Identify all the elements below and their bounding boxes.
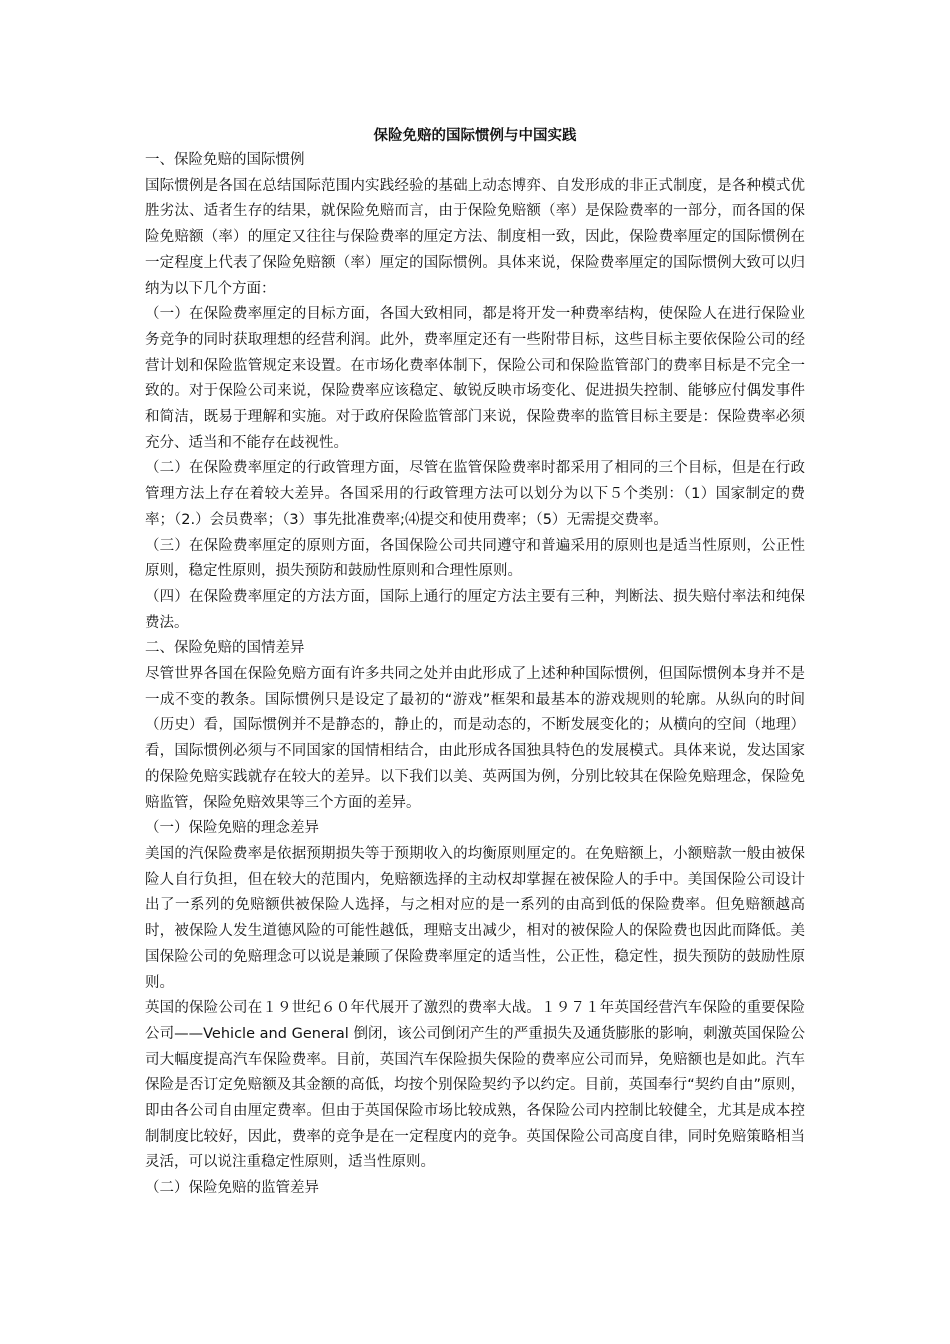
subsection-heading: （二）保险免赔的监管差异: [145, 1180, 319, 1197]
paragraph: （四）在保险费率厘定的方法方面，国际上通行的厘定方法主要有三种，判断法、损失赔付率法和纯保费法。: [145, 588, 805, 631]
document-title: 保险免赔的国际惯例与中国实践: [373, 128, 577, 144]
paragraph: 英国的保险公司在１９世纪６０年代展开了激烈的费率大战。１９７１年英国经营汽车保险的重要保险公司——Vehicle and General 倒闭，该公司倒闭产生的严重损失及通货膨胀的影响，刺激英国保险公司大幅度提高汽车保险费率。目前，英国汽车保险损失保险的费率应公司而异，免赔额也是如此。汽车保险是否订定免赔额及其金额的高低，均按个别保险契约予以约定。目前，英国奉行“契约自由”原则，即由各公司自由厘定费率。但由于英国保险市场比较成熟，各保险公司内控制比较健全，尤其是成本控制制度比较好，因此，费率的竞争是在一定程度内的竞争。英国保险公司高度自律，同时免赔策略相当灵活，可以说注重稳定性原则，适当性原则。: [145, 1000, 805, 1171]
paragraph: （二）在保险费率厘定的行政管理方面，尽管在监管保险费率时都采用了相同的三个目标，但是在行政管理方法上存在着较大差异。各国采用的行政管理方法可以划分为以下５个类别：（1）国家制定的费率；（2.）会员费率；（3）事先批准费率;⑷提交和使用费率；（5）无需提交费率。: [145, 460, 805, 528]
paragraph: 美国的汽保险费率是依据预期损失等于预期收入的均衡原则厘定的。在免赔额上，小额赔款一般由被保险人自行负担，但在较大的范围内，免赔额选择的主动权却掌握在被保险人的手中。美国保险公司设计出了一系列的免赔额供被保险人选择，与之相对应的是一系列的由高到低的保险费率。但免赔额越高时，被保险人发生道德风险的可能性越低，理赔支出减少，相对的被保险人的保险费也因此而降低。美国保险公司的免赔理念可以说是兼顾了保险费率厘定的适当性，公正性，稳定性，损失预防的鼓励性原则。: [145, 845, 805, 991]
section-heading-1: 一、保险免赔的国际惯例: [145, 152, 305, 168]
subsection-heading: （一）保险免赔的理念差异: [145, 820, 319, 837]
document-page: [145, 124, 805, 1202]
paragraph: 国际惯例是各国在总结国际范围内实践经验的基础上动态博弈、自发形成的非正式制度，是各种模式优胜劣汰、适者生存的结果，就保险免赔而言，由于保险免赔额（率）是保险费率的一部分，而各国的保险免赔额（率）的厘定又往往与保险费率的厘定方法、制度相一致，因此，保险费率厘定的国际惯例在一定程度上代表了保险免赔额（率）厘定的国际惯例。具体来说，保险费率厘定的国际惯例大致可以归纳为以下几个方面：: [145, 177, 805, 297]
paragraph: 尽管世界各国在保险免赔方面有许多共同之处并由此形成了上述种种国际惯例，但国际惯例本身并不是一成不变的教条。国际惯例只是设定了最初的“游戏”框架和最基本的游戏规则的轮廓。从纵向的时间（历史）看，国际惯例并不是静态的，静止的，而是动态的，不断发展变化的；从横向的空间（地理）看，国际惯例必须与不同国家的国情相结合，由此形成各国独具特色的发展模式。具体来说，发达国家的保险免赔实践就存在较大的差异。以下我们以美、英两国为例，分别比较其在保险免赔理念，保险免赔监管，保险免赔效果等三个方面的差异。: [145, 666, 805, 811]
section-heading-2: 二、保险免赔的国情差异: [145, 640, 305, 657]
paragraph: （三）在保险费率厘定的原则方面，各国保险公司共同遵守和普遍采用的原则也是适当性原则，公正性原则，稳定性原则，损失预防和鼓励性原则和合理性原则。: [145, 537, 805, 580]
paragraph: （一）在保险费率厘定的目标方面，各国大致相同，都是将开发一种费率结构，使保险人在进行保险业务竞争的同时获取理想的经营利润。此外，费率厘定还有一些附带目标，这些目标主要依保险公司的经营计划和保险监管规定来设置。在市场化费率体制下，保险公司和保险监管部门的费率目标是不完全一致的。对于保险公司来说，保险费率应该稳定、敏锐反映市场变化、促进损失控制、能够应付偶发事件和简洁，既易于理解和实施。对于政府保险监管部门来说，保险费率的监管目标主要是：保险费率必须充分、适当和不能存在歧视性。: [145, 306, 805, 451]
